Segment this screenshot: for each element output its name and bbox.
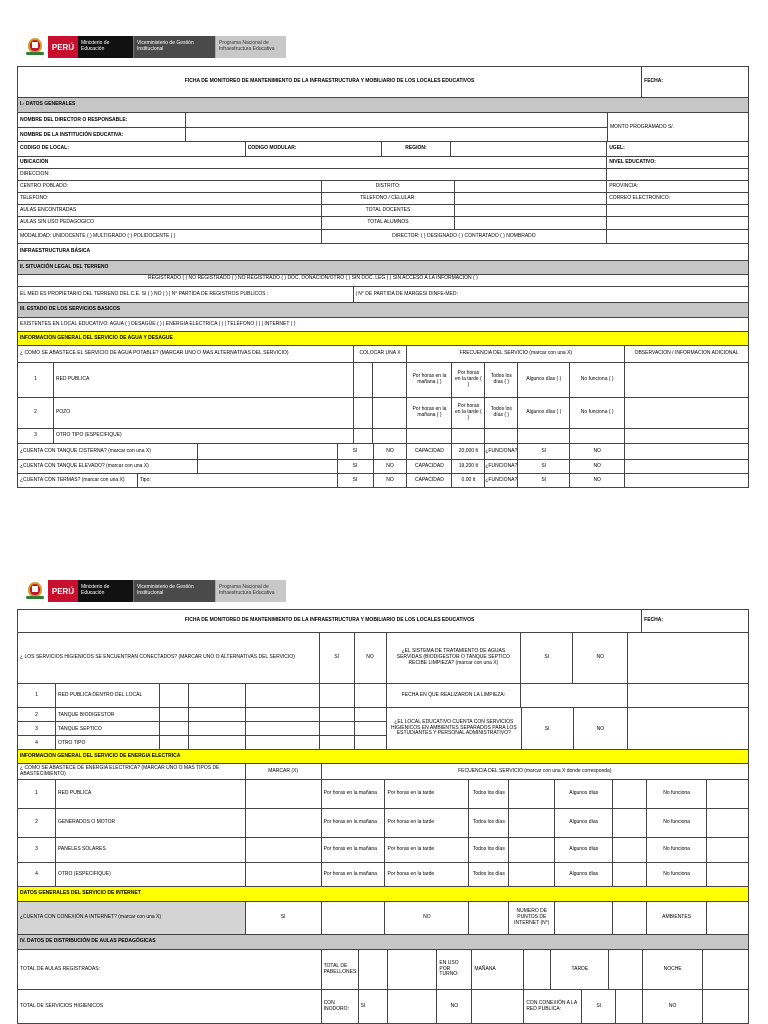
internet-question: ¿CUENTA CON CONEXIÓN A INTERNET? (marcar con una X) <box>18 902 246 935</box>
capacidad-label: CAPACIDAD <box>407 474 452 488</box>
freq-tarde[interactable]: Por horas en la tarde ( ) <box>452 363 485 398</box>
mark-cell[interactable] <box>160 722 189 736</box>
total-aulas-label: TOTAL DE AULAS REGISTRADAS: <box>18 950 322 990</box>
blank-cell <box>407 429 452 444</box>
minedu-logo <box>22 36 286 58</box>
logo-ministry: Ministerio de Educación <box>78 580 133 602</box>
row-label: POZO <box>54 398 354 429</box>
funciona-label: ¿FUNCIONA? <box>485 444 518 460</box>
modalidad-label: MODALIDAD: UNIDOCENTE ( ) MULTIGRADO ( ) POLIDOCENTE ( ) <box>18 230 322 244</box>
row-number: 3 <box>18 838 56 863</box>
region-label: REGION: <box>382 142 452 157</box>
mark-cell[interactable] <box>509 780 555 809</box>
codigo-modular-label: CODIGO MODULAR: <box>246 142 382 157</box>
aulas-enc-label: AULAS ENCONTRADAS <box>18 205 322 217</box>
correo-field[interactable] <box>607 205 749 217</box>
frecuencia-label: FRECUENCIA DEL SERVICIO (marcar con una X) <box>407 346 625 363</box>
mark-cell[interactable] <box>472 990 524 1024</box>
tanque-tipo <box>198 460 338 474</box>
ubicacion-label: UBICACIÓN <box>18 157 607 169</box>
mark-cell[interactable] <box>509 809 555 838</box>
freq-todos[interactable]: Todos los días <box>469 838 509 863</box>
institucion-field[interactable] <box>186 128 608 142</box>
section-title: II. SITUACIÓN LEGAL DEL TERRENO <box>18 261 749 275</box>
no-option[interactable]: NO <box>573 633 628 684</box>
tanque-question: ¿CUENTA CON TANQUE CISTERNA? (marcar con una X) <box>18 444 198 460</box>
funciona-label: ¿FUNCIONA? <box>485 474 518 488</box>
section-aulas <box>17 935 749 950</box>
sshh-row-1 <box>17 684 749 708</box>
peru-crest-icon <box>22 36 48 58</box>
no-option[interactable]: NO <box>385 902 469 935</box>
blank-cell <box>625 444 749 460</box>
freq-algunos[interactable]: Algunos días <box>555 780 613 809</box>
centro-row <box>17 181 749 193</box>
si-option[interactable]: SI <box>522 708 574 750</box>
mark-cell[interactable] <box>160 684 189 708</box>
mark-cell[interactable] <box>320 684 355 708</box>
telefono-row <box>17 193 749 205</box>
internet-header: DATOS GENERALES DEL SERVICIO DE INTERNET <box>18 887 749 902</box>
correo-label: CORREO ELECTRONICO: <box>607 193 749 205</box>
blank-cell <box>628 684 749 708</box>
form-page-1 <box>0 0 768 500</box>
si-option[interactable]: SI <box>518 444 570 460</box>
logo-vice: Viceministerio de Gestión Institucional <box>133 36 215 58</box>
ubicacion-row <box>17 157 749 169</box>
direccion-label: DIRECCION: <box>18 169 607 181</box>
sshh-question-row <box>17 633 749 684</box>
row-number: 2 <box>18 809 56 838</box>
no-option[interactable]: NO <box>374 474 408 488</box>
freq-no[interactable]: No funciona ( ) <box>570 363 625 398</box>
si-option[interactable]: SI <box>359 990 389 1024</box>
fecha-label: FECHA: <box>642 610 749 633</box>
row-number: 1 <box>18 684 56 708</box>
nivel-field[interactable] <box>607 169 749 181</box>
agua-row-pozo <box>17 398 749 429</box>
blank-cell <box>388 950 437 990</box>
blank-cell <box>570 429 625 444</box>
infra-row <box>17 244 749 261</box>
energia-row-red-publica <box>17 780 749 809</box>
mark-cell[interactable] <box>246 708 320 722</box>
mark-cell[interactable] <box>616 990 643 1024</box>
freq-todos[interactable]: Todos los días ( ) <box>485 363 518 398</box>
existentes-row <box>17 318 749 332</box>
observacion-label: OBSERVACION / INFORMACION ADICIONAL <box>625 346 749 363</box>
total-alumnos-label: TOTAL ALUMNOS <box>322 217 456 230</box>
no-option[interactable]: NO <box>374 444 408 460</box>
blank-cell <box>625 474 749 488</box>
row-label: RED PUBLICA DENTRO DEL LOCAL <box>56 684 160 708</box>
institucion-label: NOMBRE DE LA INSTITUCIÓN EDUCATIVA: <box>18 128 186 142</box>
title-row <box>17 66 749 98</box>
mark-cell[interactable] <box>246 863 322 887</box>
capacidad-value: 20,000 lt <box>452 444 485 460</box>
mark-cell[interactable] <box>373 398 408 429</box>
puntos-field[interactable] <box>555 902 613 935</box>
mark-cell[interactable] <box>703 990 749 1024</box>
distrito-label: DISTRITO: <box>322 181 456 193</box>
mark-cell[interactable] <box>246 838 322 863</box>
blank-cell <box>607 230 749 244</box>
si-option[interactable]: SI <box>582 990 616 1024</box>
mark-cell[interactable] <box>322 902 386 935</box>
freq-todos[interactable]: Todos los días ( ) <box>485 398 518 429</box>
mark-cell[interactable] <box>355 708 387 722</box>
no-option[interactable]: NO <box>570 474 625 488</box>
blank-cell <box>613 902 647 935</box>
row-label: PANELES SOLARES <box>56 838 246 863</box>
monto-label: MONTO PROGRAMADO S/. <box>608 113 749 142</box>
energia-row-paneles <box>17 838 749 863</box>
mark-cell[interactable] <box>160 736 189 750</box>
puntos-label: NUMERO DE PUNTOS DE INTERNET (N°) <box>509 902 555 935</box>
propietario-label: EL MED ES PROPIETARIO DEL TERRENO DEL C.E. SI ( ) NO ( ) | N° PARTIDA DE REGISTROS PUBLICOS : <box>18 287 354 303</box>
manana-label: MAÑANA <box>472 950 524 990</box>
row-label: OTRO (ESPECIFIQUE) <box>56 863 246 887</box>
distrito-field[interactable] <box>455 181 607 193</box>
ugel-label: UGEL: <box>607 142 749 157</box>
capacidad-value: 19,200 lt <box>452 460 485 474</box>
minedu-logo <box>22 580 286 602</box>
row-label: GENERADOS O MOTOR <box>56 809 246 838</box>
mark-cell[interactable] <box>707 780 749 809</box>
freq-algunos[interactable]: Algunos días <box>555 863 613 887</box>
blank-cell <box>625 460 749 474</box>
aulas-sin-label: AULAS SIN USO PEDAGOGICO <box>18 217 322 230</box>
section-situacion-legal <box>17 261 749 275</box>
internet-header-row <box>17 887 749 902</box>
no-option[interactable]: NO <box>570 444 625 460</box>
mark-cell[interactable] <box>469 902 509 935</box>
blank-cell <box>518 429 570 444</box>
marcar-label: MARCAR (X) <box>246 764 322 780</box>
title-row <box>17 609 749 633</box>
energia-question: ¿ COMO SE ABASTECE DE ENERGIA ELECTRICA? (MARCAR UNO O MAS TIPOS DE ABASTECIMIENTO) <box>18 764 246 780</box>
no-option[interactable]: NO <box>374 460 408 474</box>
total-docentes-field[interactable] <box>455 205 607 217</box>
mark-cell[interactable] <box>320 722 355 736</box>
tanque-elevado-row <box>17 460 749 474</box>
aulas-sin-row <box>17 217 749 230</box>
row-number: 1 <box>18 363 54 398</box>
mark-cell[interactable] <box>189 736 246 750</box>
infra-label: INFRAESTRUCTURA BÁSICA <box>18 244 749 261</box>
mark-cell[interactable] <box>246 736 320 750</box>
si-option[interactable]: SÍ <box>320 633 355 684</box>
mark-cell[interactable] <box>613 863 647 887</box>
mark-cell[interactable] <box>355 736 387 750</box>
mark-cell[interactable] <box>355 722 387 736</box>
logo-program: Programa Nacional de Infraestructura Educativa <box>215 36 286 58</box>
sshh-row-3 <box>18 722 387 736</box>
total-alumnos-field[interactable] <box>455 217 607 230</box>
agua-header-row <box>17 332 749 346</box>
tanque-question: ¿CUENTA CON TERMAS? (marcar con una X) <box>18 474 138 488</box>
freq-no[interactable]: No funciona <box>647 863 707 887</box>
no-option[interactable]: NO <box>355 633 387 684</box>
logo-country: PERÚ <box>48 36 78 58</box>
logo-ministry: Ministerio de Educación <box>78 36 133 58</box>
row-label: TANQUE SEPTICO <box>56 722 160 736</box>
energia-header-row <box>17 750 749 764</box>
tarde-label: TARDE <box>551 950 609 990</box>
tel-celular-label: TELEFONO / CELULAR: <box>322 193 456 205</box>
nivel-label: NIVEL EDUCATIVO: <box>607 157 749 169</box>
tanque-tipo <box>198 444 338 460</box>
noche-field[interactable] <box>703 950 749 990</box>
ambientes-label: AMBIENTES <box>647 902 707 935</box>
aulas-enc-row <box>17 205 749 217</box>
form-title: FICHA DE MONITOREO DE MANTENIMIENTO DE LA INFRAESTRUCTURA Y MOBILIARIO DE LOS LOCALES EDUCATIVOS <box>18 610 642 633</box>
fecha-limpieza-label: FECHA EN QUE REALIZARON LA LIMPIEZA: <box>387 684 522 708</box>
freq-no[interactable]: No funciona ( ) <box>570 398 625 429</box>
energia-row-otro <box>17 863 749 887</box>
centro-label: CENTRO POBLADO: <box>18 181 322 193</box>
noche-label: NOCHE <box>643 950 703 990</box>
no-option[interactable]: NO <box>570 460 625 474</box>
mark-cell[interactable] <box>354 429 373 444</box>
con-conexion-label: CON CONEXIÓN A LA RED PUBLICA: <box>524 990 582 1024</box>
mark-cell[interactable] <box>160 708 189 722</box>
mark-cell[interactable] <box>246 809 322 838</box>
mark-cell[interactable] <box>246 684 320 708</box>
blank-cell <box>452 429 485 444</box>
propietario-row <box>17 287 749 303</box>
tanque-question: ¿CUENTA CON TANQUE ELEVADO? (marcar con una X) <box>18 460 198 474</box>
ambientes-field[interactable] <box>707 902 749 935</box>
mark-cell[interactable] <box>189 722 246 736</box>
mark-cell[interactable] <box>707 863 749 887</box>
mark-cell[interactable] <box>509 838 555 863</box>
sshh-total-row <box>17 990 749 1024</box>
row-number: 2 <box>18 398 54 429</box>
freq-no[interactable]: No funciona <box>647 838 707 863</box>
manana-field[interactable] <box>524 950 551 990</box>
director-tipo-label: DIRECTOR: ( ) DESIGNADO ( ) CONTRATADO ( ) NOMBRADO <box>322 230 608 244</box>
energia-question-row <box>17 764 749 780</box>
existentes-label: EXISTENTES EN LOCAL EDUCATIVO: AGUA ( ) DESAGÜE ( ) | ENERGIA ELECTRICA ( ) | TELÉFONO ( ) | INTERNET ( ) <box>18 318 749 332</box>
con-inodoro-label: CON INODORO: <box>322 990 359 1024</box>
mark-cell[interactable] <box>354 363 373 398</box>
separados-question: ¿EL LOCAL EDUCATIVO CUENTA CON SERVICIOS HIGIENICOS EN AMBIENTES SEPARADOS PARA LOS ESTUDIANTES Y PERSONAL ADMINISTRATIVO? <box>387 708 522 750</box>
freq-manana[interactable]: Por horas en la mañana <box>322 838 386 863</box>
section-datos-generales <box>17 98 749 113</box>
energia-header: INFORMACION GENERAL DEL SERVICIO DE ENERGIA ELECTRICA <box>18 750 749 764</box>
row-number: 4 <box>18 736 56 750</box>
row-number: 1 <box>18 780 56 809</box>
mark-cell[interactable] <box>509 863 555 887</box>
agua-row-red-publica <box>17 363 749 398</box>
section-title: IV. DATOS DE DISTRIBUCIÓN DE AULAS PEDAGÓGICAS <box>18 935 749 950</box>
tanque-cisterna-row <box>17 444 749 460</box>
no-option[interactable]: NO <box>574 708 629 750</box>
funciona-label: ¿FUNCIONA? <box>485 460 518 474</box>
total-pabellones-field[interactable] <box>359 950 389 990</box>
agua-question: ¿ COMO SE ABASTECE EL SERVICIO DE AGUA POTABLE? (MARCAR UNO O MAS ALTERNATIVAS DEL SERVICIO) <box>18 346 354 363</box>
en-uso-label: EN USO POR TURNO: <box>437 950 472 990</box>
director-block <box>17 113 749 142</box>
si-option[interactable]: SI <box>338 474 374 488</box>
tratamiento-question: ¿EL SISTEMA DE TRATAMIENTO DE AGUAS SERVIDAS (BIODIGESTOR O TANQUE SEPTICO RECIBE LIMPIEZA? (marcar con una X) <box>387 633 522 684</box>
tanque-tipo: Tipo: <box>138 474 338 488</box>
si-option[interactable]: SI <box>518 460 570 474</box>
provincia-label: PROVINCIA: <box>607 181 749 193</box>
region-field[interactable] <box>451 142 607 157</box>
agua-question-row <box>17 346 749 363</box>
freq-tarde[interactable]: Por horas en la tarde <box>385 838 469 863</box>
freq-algunos[interactable]: Algunos días ( ) <box>518 363 570 398</box>
capacidad-label: CAPACIDAD <box>407 444 452 460</box>
freq-todos[interactable]: Todos los días <box>469 780 509 809</box>
freq-tarde[interactable]: Por horas en la tarde <box>385 809 469 838</box>
fecha-label: FECHA: <box>642 67 749 98</box>
mark-cell[interactable] <box>373 363 408 398</box>
freq-manana[interactable]: Por horas en la mañana ( ) <box>407 398 452 429</box>
freq-manana[interactable]: Por horas en la mañana ( ) <box>407 363 452 398</box>
director-field[interactable] <box>186 113 608 128</box>
row-label: TANQUE BIODIGESTOR <box>56 708 160 722</box>
tarde-field[interactable] <box>609 950 643 990</box>
mark-cell[interactable] <box>189 708 246 722</box>
section-title: I.- DATOS GENERALES <box>18 98 749 113</box>
telefono-label: TELEFONO: <box>18 193 322 205</box>
sshh-rows-2-4 <box>17 708 749 750</box>
form-title: FICHA DE MONITOREO DE MANTENIMIENTO DE LA INFRAESTRUCTURA Y MOBILIARIO DE LOS LOCALES EDUCATIVOS <box>18 67 642 98</box>
internet-row <box>17 902 749 935</box>
si-option[interactable]: SI <box>338 460 374 474</box>
total-pabellones-label: TOTAL DE PABELLONES: <box>322 950 359 990</box>
frecuencia-label: FECUENCIA DEL SERVICIO (marcar con una X donde corresponda) <box>322 764 749 780</box>
freq-tarde[interactable]: Por horas en la tarde <box>385 863 469 887</box>
tel-celular-field[interactable] <box>455 193 607 205</box>
mark-cell[interactable] <box>373 429 408 444</box>
si-option[interactable]: SI <box>338 444 374 460</box>
mark-cell[interactable] <box>613 809 647 838</box>
sshh-row-4 <box>18 736 387 750</box>
no-option[interactable]: NO <box>437 990 472 1024</box>
mark-cell[interactable] <box>320 708 355 722</box>
mark-cell[interactable] <box>707 838 749 863</box>
row-number: 3 <box>18 722 56 736</box>
mark-cell[interactable] <box>388 990 437 1024</box>
section-servicios <box>17 303 749 318</box>
blank-cell <box>607 217 749 230</box>
codigo-local-label: CODIGO DE LOCAL: <box>18 142 246 157</box>
capacidad-value: 0.00 lt <box>452 474 485 488</box>
blank-cell <box>628 708 749 750</box>
logo-vice: Viceministerio de Gestión Institucional <box>133 580 215 602</box>
aulas-row <box>17 950 749 990</box>
freq-todos[interactable]: Todos los días <box>469 809 509 838</box>
total-sshh-label: TOTAL DE SERVICIOS HIGIENICOS <box>18 990 322 1024</box>
freq-tarde[interactable]: Por horas en la tarde ( ) <box>452 398 485 429</box>
direccion-row <box>17 169 749 181</box>
modalidad-row <box>17 230 749 244</box>
form-page-2 <box>0 570 768 1024</box>
blank-cell <box>485 429 518 444</box>
mark-cell[interactable] <box>707 809 749 838</box>
legal-options: REGISTRADO ( ) NO REGISTRADO ( ) NO REGISTRADO ( ) DOC. DONACION/OTRO ( ) SIN DOC. LEG ( ) SIN ACCESO A LA INFORMACIÓN ( ) <box>18 275 749 287</box>
agua-header: INFORMACION GENERAL DEL SERVICIO DE AGUA Y DESAGUE <box>18 332 749 346</box>
observacion-field[interactable] <box>625 363 749 398</box>
observacion-field[interactable] <box>625 429 749 444</box>
observacion-field[interactable] <box>625 398 749 429</box>
freq-manana[interactable]: Por horas en la mañana <box>322 863 386 887</box>
sshh-row-2 <box>18 708 387 722</box>
freq-algunos[interactable]: Algunos días <box>555 838 613 863</box>
director-label: NOMBRE DEL DIRECTOR O RESPONSABLE: <box>18 113 186 128</box>
row-label: RED PUBLICA <box>54 363 354 398</box>
mark-cell[interactable] <box>246 780 322 809</box>
si-option[interactable]: SI <box>246 902 322 935</box>
legal-options-row <box>17 275 749 287</box>
sshh-question: ¿ LOS SERVICIOS HIGIENICOS SE ENCUENTRAN CONECTADOS? (MARCAR UNO O ALTERNATIVAS DEL SERVICIO) <box>18 633 320 684</box>
termas-row <box>17 474 749 488</box>
fecha-limpieza-field[interactable] <box>521 684 628 708</box>
freq-manana[interactable]: Por horas en la mañana <box>322 780 386 809</box>
mark-cell[interactable] <box>355 684 387 708</box>
freq-no[interactable]: No funciona <box>647 809 707 838</box>
freq-manana[interactable]: Por horas en la mañana <box>322 809 386 838</box>
row-number: 3 <box>18 429 54 444</box>
capacidad-label: CAPACIDAD <box>407 460 452 474</box>
no-option[interactable]: NO <box>643 990 703 1024</box>
colocar-x-label: COLOCAR UNA X <box>354 346 408 363</box>
row-number: 2 <box>18 708 56 722</box>
total-docentes-label: TOTAL DOCENTES <box>322 205 456 217</box>
freq-no[interactable]: No funciona <box>647 780 707 809</box>
logo-country: PERÚ <box>48 580 78 602</box>
row-number: 4 <box>18 863 56 887</box>
section-title: III. ESTADO DE LOS SERVICIOS BASICOS <box>18 303 749 318</box>
mark-cell[interactable] <box>189 684 246 708</box>
agua-row-otro <box>17 429 749 444</box>
mark-cell[interactable] <box>354 398 373 429</box>
mark-cell[interactable] <box>613 838 647 863</box>
row-label: RED PUBLICA <box>56 780 246 809</box>
logo-program: Programa Nacional de Infraestructura Educativa <box>215 580 286 602</box>
codigo-row <box>17 142 749 157</box>
freq-algunos[interactable]: Algunos días <box>555 809 613 838</box>
si-option[interactable]: SI <box>518 474 570 488</box>
row-label: OTRO TIPO (ESPECIFIQUE) <box>54 429 354 444</box>
energia-row-generador <box>17 809 749 838</box>
mark-cell[interactable] <box>320 736 355 750</box>
row-label: OTRO TIPO <box>56 736 160 750</box>
peru-crest-icon <box>22 580 48 602</box>
freq-todos[interactable]: Todos los días <box>469 863 509 887</box>
mark-cell[interactable] <box>246 722 320 736</box>
si-option[interactable]: SI <box>521 633 573 684</box>
blank-cell <box>628 633 749 684</box>
mark-cell[interactable] <box>613 780 647 809</box>
freq-tarde[interactable]: Por horas en la tarde <box>385 780 469 809</box>
partida-margesi-label: | N° DE PARTIDA DE MARGESI DINFE-MED: <box>354 287 749 303</box>
freq-algunos[interactable]: Algunos días ( ) <box>518 398 570 429</box>
